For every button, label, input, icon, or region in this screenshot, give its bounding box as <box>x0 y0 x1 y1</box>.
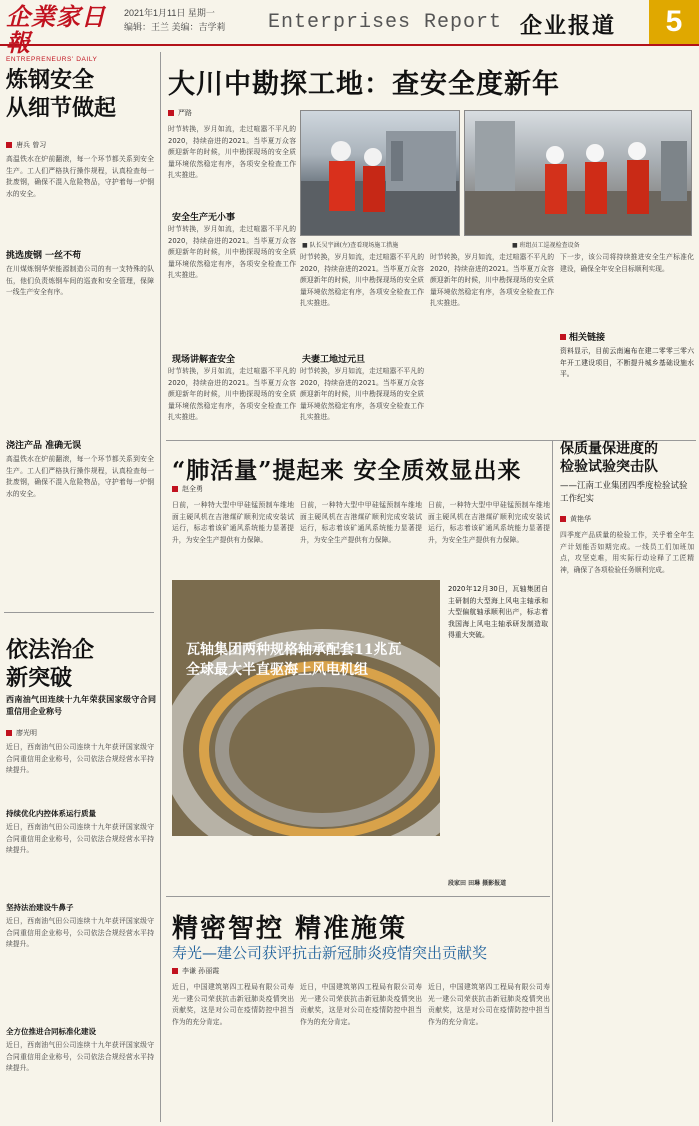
issue-info <box>124 6 226 34</box>
article-body: 在川煤炼钢华荣能源制造公司的有一支特殊的队伍，他们负责炼钢车间的巡查和安全管理，保障一线生产安全有序。 <box>6 265 154 297</box>
byline-marker-icon <box>172 968 178 974</box>
article-body: 时节转换，岁月如流，走过喧嚣不平凡的2020，持续奋进的2021。当毕夏万众容颜迎新年的时候，川中勘探现场的安全质量环境依然稳定有序，各项安全检查工作扎实推进。 <box>168 125 296 180</box>
byline-marker-icon <box>168 110 174 116</box>
article-body: 时节转换，岁月如流，走过喧嚣不平凡的2020，持续奋进的2021。当毕夏万众容颜迎新年的时候，川中勘探现场的安全质量环境依然稳定有序，各项安全检查工作扎实推进。 <box>300 253 424 308</box>
byline-marker-icon <box>6 730 12 736</box>
article-body: 四季度产品质量的检验工作，关乎着全年生产计划能否如期完成。一线员工们加班加点，攻坚克难，用实际行动诠释了工匠精神，确保了各项检验任务顺利完成。 <box>560 531 694 574</box>
byline-marker-icon <box>560 516 566 522</box>
article-body: 近日，西南油气田公司连续十九年获评国家级守合同重信用企业称号，公司依法合规经营水平持续提升。 <box>6 743 154 775</box>
article-byline: 李谦 孙丽霞 <box>172 966 219 976</box>
issue-date: 2021年1月11日 星期一 <box>124 8 215 18</box>
article-byline: 廖光明 <box>6 728 37 738</box>
article-body: 时节转换，岁月如流，走过喧嚣不平凡的2020，持续奋进的2021。当毕夏万众容颜迎新年的时候，川中勘探现场的安全质量环境依然稳定有序，各项安全检查工作扎实推进。 <box>300 367 424 422</box>
news-photo-worker-inspection <box>300 110 460 236</box>
photo-illustration <box>172 580 440 836</box>
related-links-heading: 相关链接 <box>560 330 605 343</box>
article-body: 日前，一种特大型中甲硅锰预制车维地面主硬风机在吉港煤矿顺利完成安装试运行，标志着该矿通风系统能力显著提升，为安全生产提供有力保障。 <box>172 501 294 544</box>
page-number-badge: 5 <box>649 0 699 44</box>
news-photo-team-patrol <box>464 110 692 236</box>
article-body: 近日，西南油气田公司连续十九年获评国家级守合同重信用企业称号，公司依法合规经营水平持续提升。 <box>6 917 154 949</box>
article-subtitle: 寿光—建公司获评抗击新冠肺炎疫情突出贡献奖 <box>172 944 488 962</box>
section-title-chinese: 企业报道 <box>520 14 617 39</box>
column-divider <box>160 52 161 1122</box>
byline-marker-icon <box>6 142 12 148</box>
section-divider <box>166 896 550 897</box>
article-body: 高温铁水在炉前翻滚，每一个环节都关系到安全生产。工人们严格执行操作规程，认真检查每一批废钢，确保不混入危险物品，守护着每一炉钢水的安全。 <box>6 155 154 198</box>
article-body: 近日，中国建筑第四工程局有限公司寿光一建公司荣获抗击新冠肺炎疫情突出贡献奖，这是对公司在疫情防控中担当作为的充分肯定。 <box>428 983 550 1026</box>
article-body: 时节转换，岁月如流，走过喧嚣不平凡的2020，持续奋进的2021。当毕夏万众容颜迎新年的时候，川中勘探现场的安全质量环境依然稳定有序，各项安全检查工作扎实推进。 <box>168 225 296 280</box>
article-subheading: 全方位推进合同标准化建设 <box>6 1027 96 1036</box>
article-headline: 精密智控 精准施策 <box>172 914 408 944</box>
article-headline: “肺活量”提起来 安全质效显出来 <box>172 457 522 484</box>
article-subheading: 挑选废钢 一丝不苟 <box>6 251 82 261</box>
heading-marker-icon <box>560 334 566 340</box>
article-subheading: 坚持法治建设牛鼻子 <box>6 903 74 912</box>
article-byline: 唐兵 曾习 <box>6 140 46 150</box>
article-body: 近日，中国建筑第四工程局有限公司寿光一建公司荣获抗击新冠肺炎疫情突出贡献奖，这是对公司在疫情防控中担当作为的充分肯定。 <box>172 983 294 1026</box>
photo-credit: 段家田 田琳 摄影报道 <box>448 880 507 887</box>
column-divider <box>552 440 553 1122</box>
article-body: 近日，西南油气田公司连续十九年获评国家级守合同重信用企业称号，公司依法合规经营水平持续提升。 <box>6 1041 154 1073</box>
photo-headline: 瓦轴集团两种规格轴承配套11兆瓦 全球最大半直驱海上风电机组 <box>186 642 402 678</box>
section-divider <box>4 612 154 613</box>
main-headline: 大川中勘探工地：查安全度新年 <box>168 69 560 100</box>
article-subheading: 浇注产品 准确无误 <box>6 441 82 451</box>
photo-illustration <box>301 111 460 236</box>
news-photo-bearing <box>172 580 440 836</box>
article-headline: 依法治企 新突破 <box>6 637 95 691</box>
article-body: 近日，西南油气田公司连续十九年获评国家级守合同重信用企业称号，公司依法合规经营水平持续提升。 <box>6 823 154 855</box>
article-byline: 严路 <box>168 108 192 118</box>
article-body: 日前，一种特大型中甲硅锰预制车维地面主硬风机在吉港煤矿顺利完成安装试运行，标志着该矿通风系统能力显著提升，为安全生产提供有力保障。 <box>428 501 550 544</box>
byline-marker-icon <box>172 486 178 492</box>
article-subheading: 持续优化内控体系运行质量 <box>6 809 96 818</box>
photo-caption: ■ 队长吴宇涵(左)查看现场施工措施 <box>302 242 399 249</box>
newspaper-logo <box>6 2 118 63</box>
article-subheading: 安全生产无小事 <box>172 213 236 223</box>
article-body: 高温铁水在炉前翻滚，每一个环节都关系到安全生产。工人们严格执行操作规程，认真检查每一批废钢，确保不混入危险物品，守护着每一炉钢水的安全。 <box>6 455 154 498</box>
masthead <box>0 0 699 63</box>
article-subheading: 夫妻工地过元旦 <box>302 355 366 365</box>
photo-illustration <box>465 111 692 236</box>
photo-caption: ■ 班组员工巡视检查设备 <box>512 242 580 249</box>
article-subtitle: ——江南工业集团四季度检验试验工作纪实 <box>560 481 688 504</box>
editor-credits: 编辑：王兰 美编：吉学莉 <box>124 22 226 32</box>
article-body: 下一步，该公司将持续推进安全生产标准化建设，确保全年安全目标顺利实现。 <box>560 253 694 273</box>
article-body: 时节转换，岁月如流，走过喧嚣不平凡的2020，持续奋进的2021。当毕夏万众容颜迎新年的时候，川中勘探现场的安全质量环境依然稳定有序，各项安全检查工作扎实推进。 <box>168 367 296 422</box>
section-title-english: Enterprises Report <box>268 11 503 34</box>
article-body: 时节转换，岁月如流，走过喧嚣不平凡的2020，持续奋进的2021。当毕夏万众容颜迎新年的时候，川中勘探现场的安全质量环境依然稳定有序，各项安全检查工作扎实推进。 <box>430 253 554 308</box>
photo-caption-body: 2020年12月30日，瓦轴集团自主研制的大型海上风电主轴承和大型偏航轴承顺利出产，标志着我国海上风电主轴承研发制造取得重大突破。 <box>448 585 548 640</box>
logo-english: ENTREPRENEURS' DAILY <box>6 56 98 63</box>
article-body: 日前，一种特大型中甲硅锰预制车维地面主硬风机在吉港煤矿顺利完成安装试运行，标志着该矿通风系统能力显著提升，为安全生产提供有力保障。 <box>300 501 422 544</box>
related-links-body: 资料显示，目前云南遍布在建二零零三零六年开工建设项目，不断提升城乡基础设施水平。 <box>560 347 694 379</box>
article-byline: 赵全勇 <box>172 484 203 494</box>
article-byline: 黄艳华 <box>560 514 591 524</box>
article-headline: 炼钢安全 从细节做起 <box>6 67 117 121</box>
logo-chinese: 企業家日報 <box>6 2 106 57</box>
article-body: 近日，中国建筑第四工程局有限公司寿光一建公司荣获抗击新冠肺炎疫情突出贡献奖，这是对公司在疫情防控中担当作为的充分肯定。 <box>300 983 422 1026</box>
article-subheading: 现场讲解查安全 <box>172 355 236 365</box>
article-subtitle: 西南油气田连续十九年荣获国家级守合同重信用企业称号 <box>6 695 156 716</box>
article-headline: 保质量保进度的 检验试验突击队 <box>560 441 658 475</box>
